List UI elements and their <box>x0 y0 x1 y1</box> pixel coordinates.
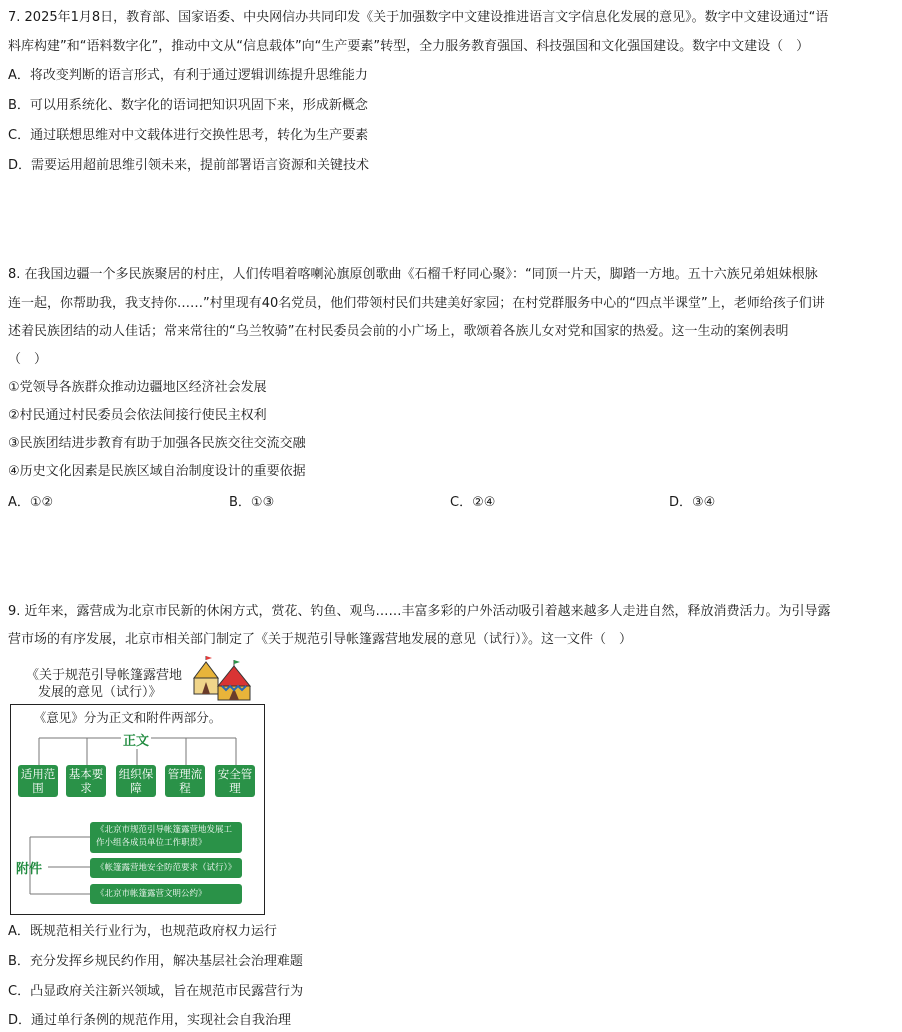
q8-option-d[interactable]: D．③④ <box>669 495 716 510</box>
q8-option-b[interactable]: B．①③ <box>229 495 275 510</box>
main-item-basic-requirements: 基本要求 <box>66 765 106 797</box>
main-item-organizational-support: 组织保障 <box>116 765 156 797</box>
q9-option-a[interactable]: A．既规范相关行业行为，也规范政府权力运行 <box>8 924 277 939</box>
figure-title-line-2: 发展的意见（试行）》 <box>38 685 162 700</box>
q9-option-b[interactable]: B．充分发挥乡规民约作用，解决基层社会治理难题 <box>8 954 303 969</box>
figure-header: 《意见》分为正文和附件两部分。 <box>33 710 222 725</box>
q8-option-c[interactable]: C．②④ <box>450 495 496 510</box>
figure-title-line-1: 《关于规范引导帐篷露营地 <box>26 668 183 683</box>
q9-stem-line-1: 9. 近年来，露营成为北京市民新的休闲方式，赏花、钓鱼、观鸟……丰富多彩的户外活动吸引着越来越多人走进自然，释放消费活力。为引导露 <box>8 604 831 619</box>
q8-stem-line-4: （ ） <box>8 352 48 367</box>
q7-stem-line-2: 料库构建”和“语料数字化”，推动中文从“信息载体”向“生产要素”转型，全力服务教育强国、科技强国和文化强国建设。数字中文建设（ ） <box>8 39 810 54</box>
q8-stem-line-2: 连一起，你帮助我，我支持你……”村里现有40名党员，他们带领村民们共建美好家园；在村党群服务中心的“四点半课堂”上，老师给孩子们讲 <box>8 296 825 311</box>
main-text-label: 正文 <box>121 730 151 749</box>
q8-stem-line-3: 述着民族团结的动人佳话；常来常往的“乌兰牧骑”在村民委员会前的小广场上，歌颂着各族儿女对党和国家的热爱。这一生动的案例表明 <box>8 324 789 339</box>
q8-statement-1: ①党领导各族群众推动边疆地区经济社会发展 <box>8 380 267 395</box>
q7-option-c[interactable]: C．通过联想思维对中文载体进行交换性思考，转化为生产要素 <box>8 128 369 143</box>
q8-option-a[interactable]: A．①② <box>8 495 54 510</box>
attachment-label: 附件 <box>16 862 43 877</box>
q8-stem-line-1: 8. 在我国边疆一个多民族聚居的村庄，人们传唱着喀喇沁旗原创歌曲《石榴千籽同心聚》：“同顶一片天，脚踏一方地。五十六族兄弟姐妹根脉 <box>8 267 818 282</box>
attachment-item-2: 《帐篷露营地安全防范要求（试行）》 <box>90 858 242 878</box>
q9-option-c[interactable]: C．凸显政府关注新兴领域，旨在规范市民露营行为 <box>8 984 304 999</box>
main-item-safety-management: 安全管理 <box>215 765 255 797</box>
q8-statement-2: ②村民通过村民委员会依法间接行使民主权利 <box>8 408 267 423</box>
q7-option-b[interactable]: B．可以用系统化、数字化的语词把知识巩固下来，形成新概念 <box>8 98 368 113</box>
q7-option-a[interactable]: A．将改变判断的语言形式，有利于通过逻辑训练提升思维能力 <box>8 68 368 83</box>
q9-stem-line-2: 营市场的有序发展，北京市相关部门制定了《关于规范引导帐篷露营地发展的意见（试行）》。这一文件（ ） <box>8 632 633 647</box>
q8-statement-4: ④历史文化因素是民族区域自治制度设计的重要依据 <box>8 464 306 479</box>
attachment-item-3: 《北京市帐篷露营文明公约》 <box>90 884 242 904</box>
main-item-management-process: 管理流程 <box>165 765 205 797</box>
attachment-item-1: 《北京市规范引导帐篷露营地发展工作小组各成员单位工作职责》 <box>90 822 242 853</box>
q9-option-d[interactable]: D．通过单行条例的规范作用，实现社会自我治理 <box>8 1013 292 1028</box>
q8-statement-3: ③民族团结进步教育有助于加强各民族交往交流交融 <box>8 436 306 451</box>
main-item-scope: 适用范围 <box>18 765 58 797</box>
q7-option-d[interactable]: D．需要运用超前思维引领未来，提前部署语言资源和关键技术 <box>8 158 370 173</box>
q7-stem-line-1: 7. 2025年1月8日，教育部、国家语委、中央网信办共同印发《关于加强数字中文建设推进语言文字信息化发展的意见》。数字中文建设通过“语 <box>8 10 829 25</box>
